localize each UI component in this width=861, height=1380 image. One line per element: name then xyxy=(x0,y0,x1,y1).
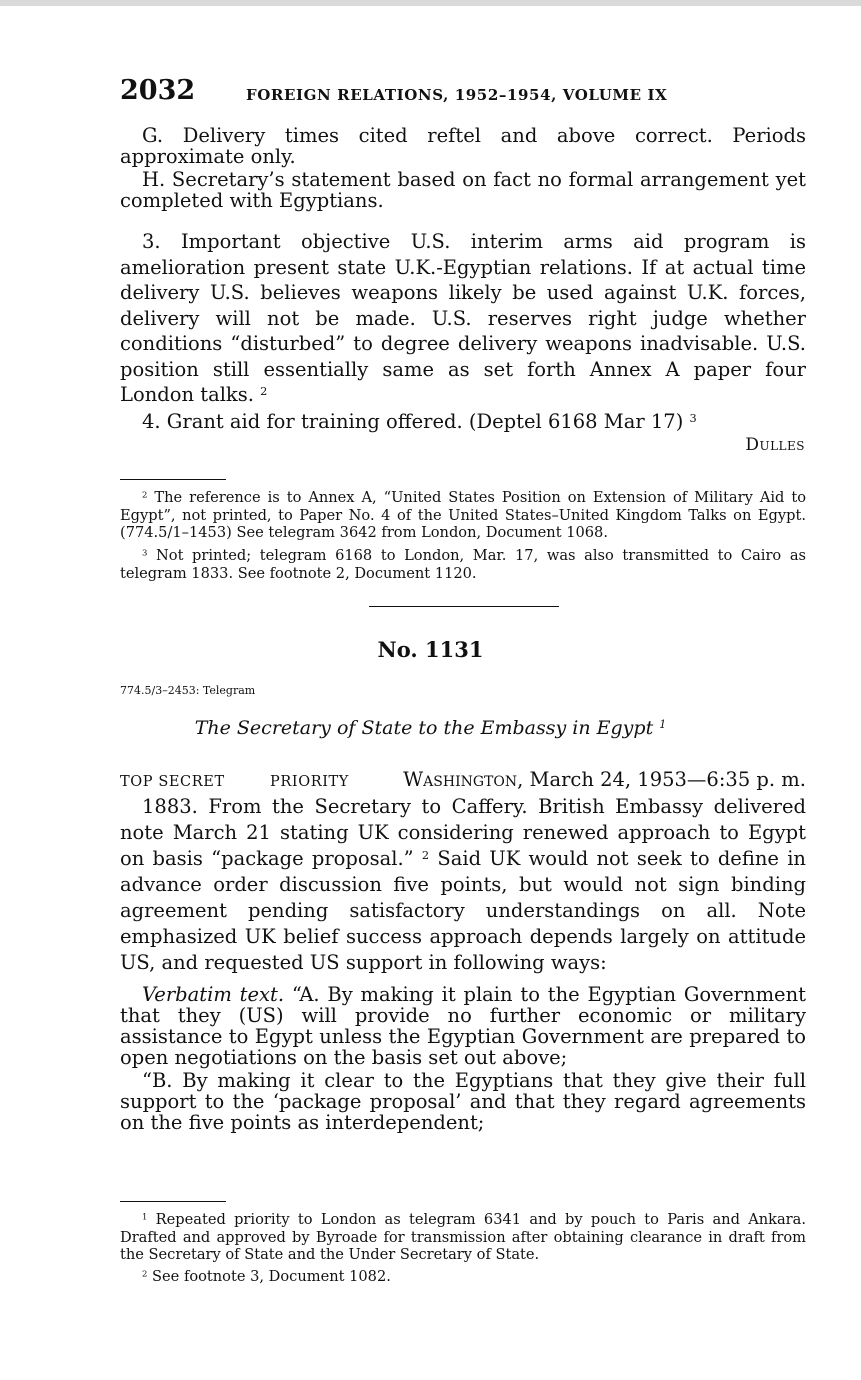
place: Washington xyxy=(403,768,518,791)
paragraph-1883 xyxy=(120,794,806,976)
date: , March 24, 1953—6:35 p. m. xyxy=(517,768,806,791)
footnote-1-bottom xyxy=(120,1211,806,1264)
footnote-text: Not printed; telegram 6168 to London, Mar. 17, was also transmitted to Cairo as telegram 1833. See footnote 2, Document 1120. xyxy=(120,547,807,582)
footnote-ref: 3 xyxy=(689,411,697,425)
footnote-2-bottom xyxy=(120,1268,806,1286)
page-number: 2032 xyxy=(120,75,196,106)
footnote-text: Repeated priority to London as telegram 6341 and by pouch to Paris and Ankara. Drafted and approved by Byroade for transmission after obtaining clearance in draft from the Secretary of State and the Under Secretary of State. xyxy=(120,1211,806,1263)
document-number: No. 1131 xyxy=(377,637,484,662)
document-title xyxy=(0,716,861,740)
document-title-text: The Secretary of State to the Embassy in Egypt xyxy=(194,717,654,739)
paragraph-3-text: 3. Important objective U.S. interim arms aid program is amelioration present state U.K.-Egyptian relations. If at actual time delivery U.S. believes weapons likely be used against U.K. forces, delivery will not be made. U.S. reserves right judge whether conditions “disturbed” to degree delivery weapons inadvisable. U.S. position still essentially same as set forth Annex A paper four London talks. xyxy=(120,230,806,406)
file-reference: 774.5/3–2453: Telegram xyxy=(120,684,256,697)
running-title: FOREIGN RELATIONS, 1952–1954, VOLUME IX xyxy=(246,86,668,104)
verbatim-a-text: “A. By making it plain to the Egyptian Government that they (US) will provide no further economic or military assistance to Egypt unless the Egyptian Government are prepared to open negotiations on the basis set out above; xyxy=(120,983,806,1069)
signature: Dulles xyxy=(745,435,805,455)
footnote-3-top xyxy=(120,547,806,582)
paragraph-g: G. Delivery times cited reftel and above correct. Periods approximate only. xyxy=(120,124,806,168)
priority: PRIORITY xyxy=(270,774,349,790)
paragraph-3 xyxy=(120,229,806,408)
verbatim-b: “B. By making it clear to the Egyptians that they give their full support to the ‘package proposal’ and that they regard agreements on the five points as interdependent; xyxy=(120,1069,806,1134)
dateline xyxy=(120,767,806,793)
paragraph-4-text: 4. Grant aid for training offered. (Deptel 6168 Mar 17) xyxy=(142,410,684,433)
place-and-date xyxy=(403,767,806,793)
footnote-marker: 3 xyxy=(142,547,148,558)
footnote-marker: 2 xyxy=(142,489,148,500)
footnote-2-top xyxy=(120,489,806,542)
paragraph-4 xyxy=(120,409,806,435)
footnote-ref: 2 xyxy=(260,384,268,398)
paragraph-h: H. Secretary’s statement based on fact no formal arrangement yet completed with Egyptians. xyxy=(120,168,806,212)
page-header xyxy=(120,74,805,110)
paragraph-1883-a: 1883. From the Secretary to Caffery. British Embassy delivered note March 21 stating UK considering renewed approach to Egypt on basis “package proposal.” xyxy=(120,795,806,870)
footnote-ref: 2 xyxy=(421,848,430,862)
footnote-marker: 1 xyxy=(142,1211,148,1222)
footnote-ref: 1 xyxy=(659,717,667,731)
footnote-text: The reference is to Annex A, “United States Position on Extension of Military Aid to Egypt”, not printed, to Paper No. 4 of the United States–United Kingdom Talks on Egypt. (774.5/1–1453) See telegram 3642 from London, Document 1068. xyxy=(120,489,807,541)
verbatim-label: Verbatim text. xyxy=(142,983,285,1006)
verbatim-a xyxy=(120,984,806,1068)
paragraph-1883-b: Said UK would not seek to define in advance order discussion five points, but would not sign binding agreement pending satisfactory understandings on all. Note emphasized UK belief success approach depends largely on attitude US, and requested US support in following ways: xyxy=(120,847,806,974)
footnote-marker: 2 xyxy=(142,1268,148,1279)
scan-edge xyxy=(0,0,861,6)
footnote-text: See footnote 3, Document 1082. xyxy=(152,1268,391,1285)
classification: TOP SECRET xyxy=(120,774,225,790)
document-separator xyxy=(369,606,559,607)
footnote-rule xyxy=(120,479,226,480)
footnote-rule xyxy=(120,1201,226,1202)
